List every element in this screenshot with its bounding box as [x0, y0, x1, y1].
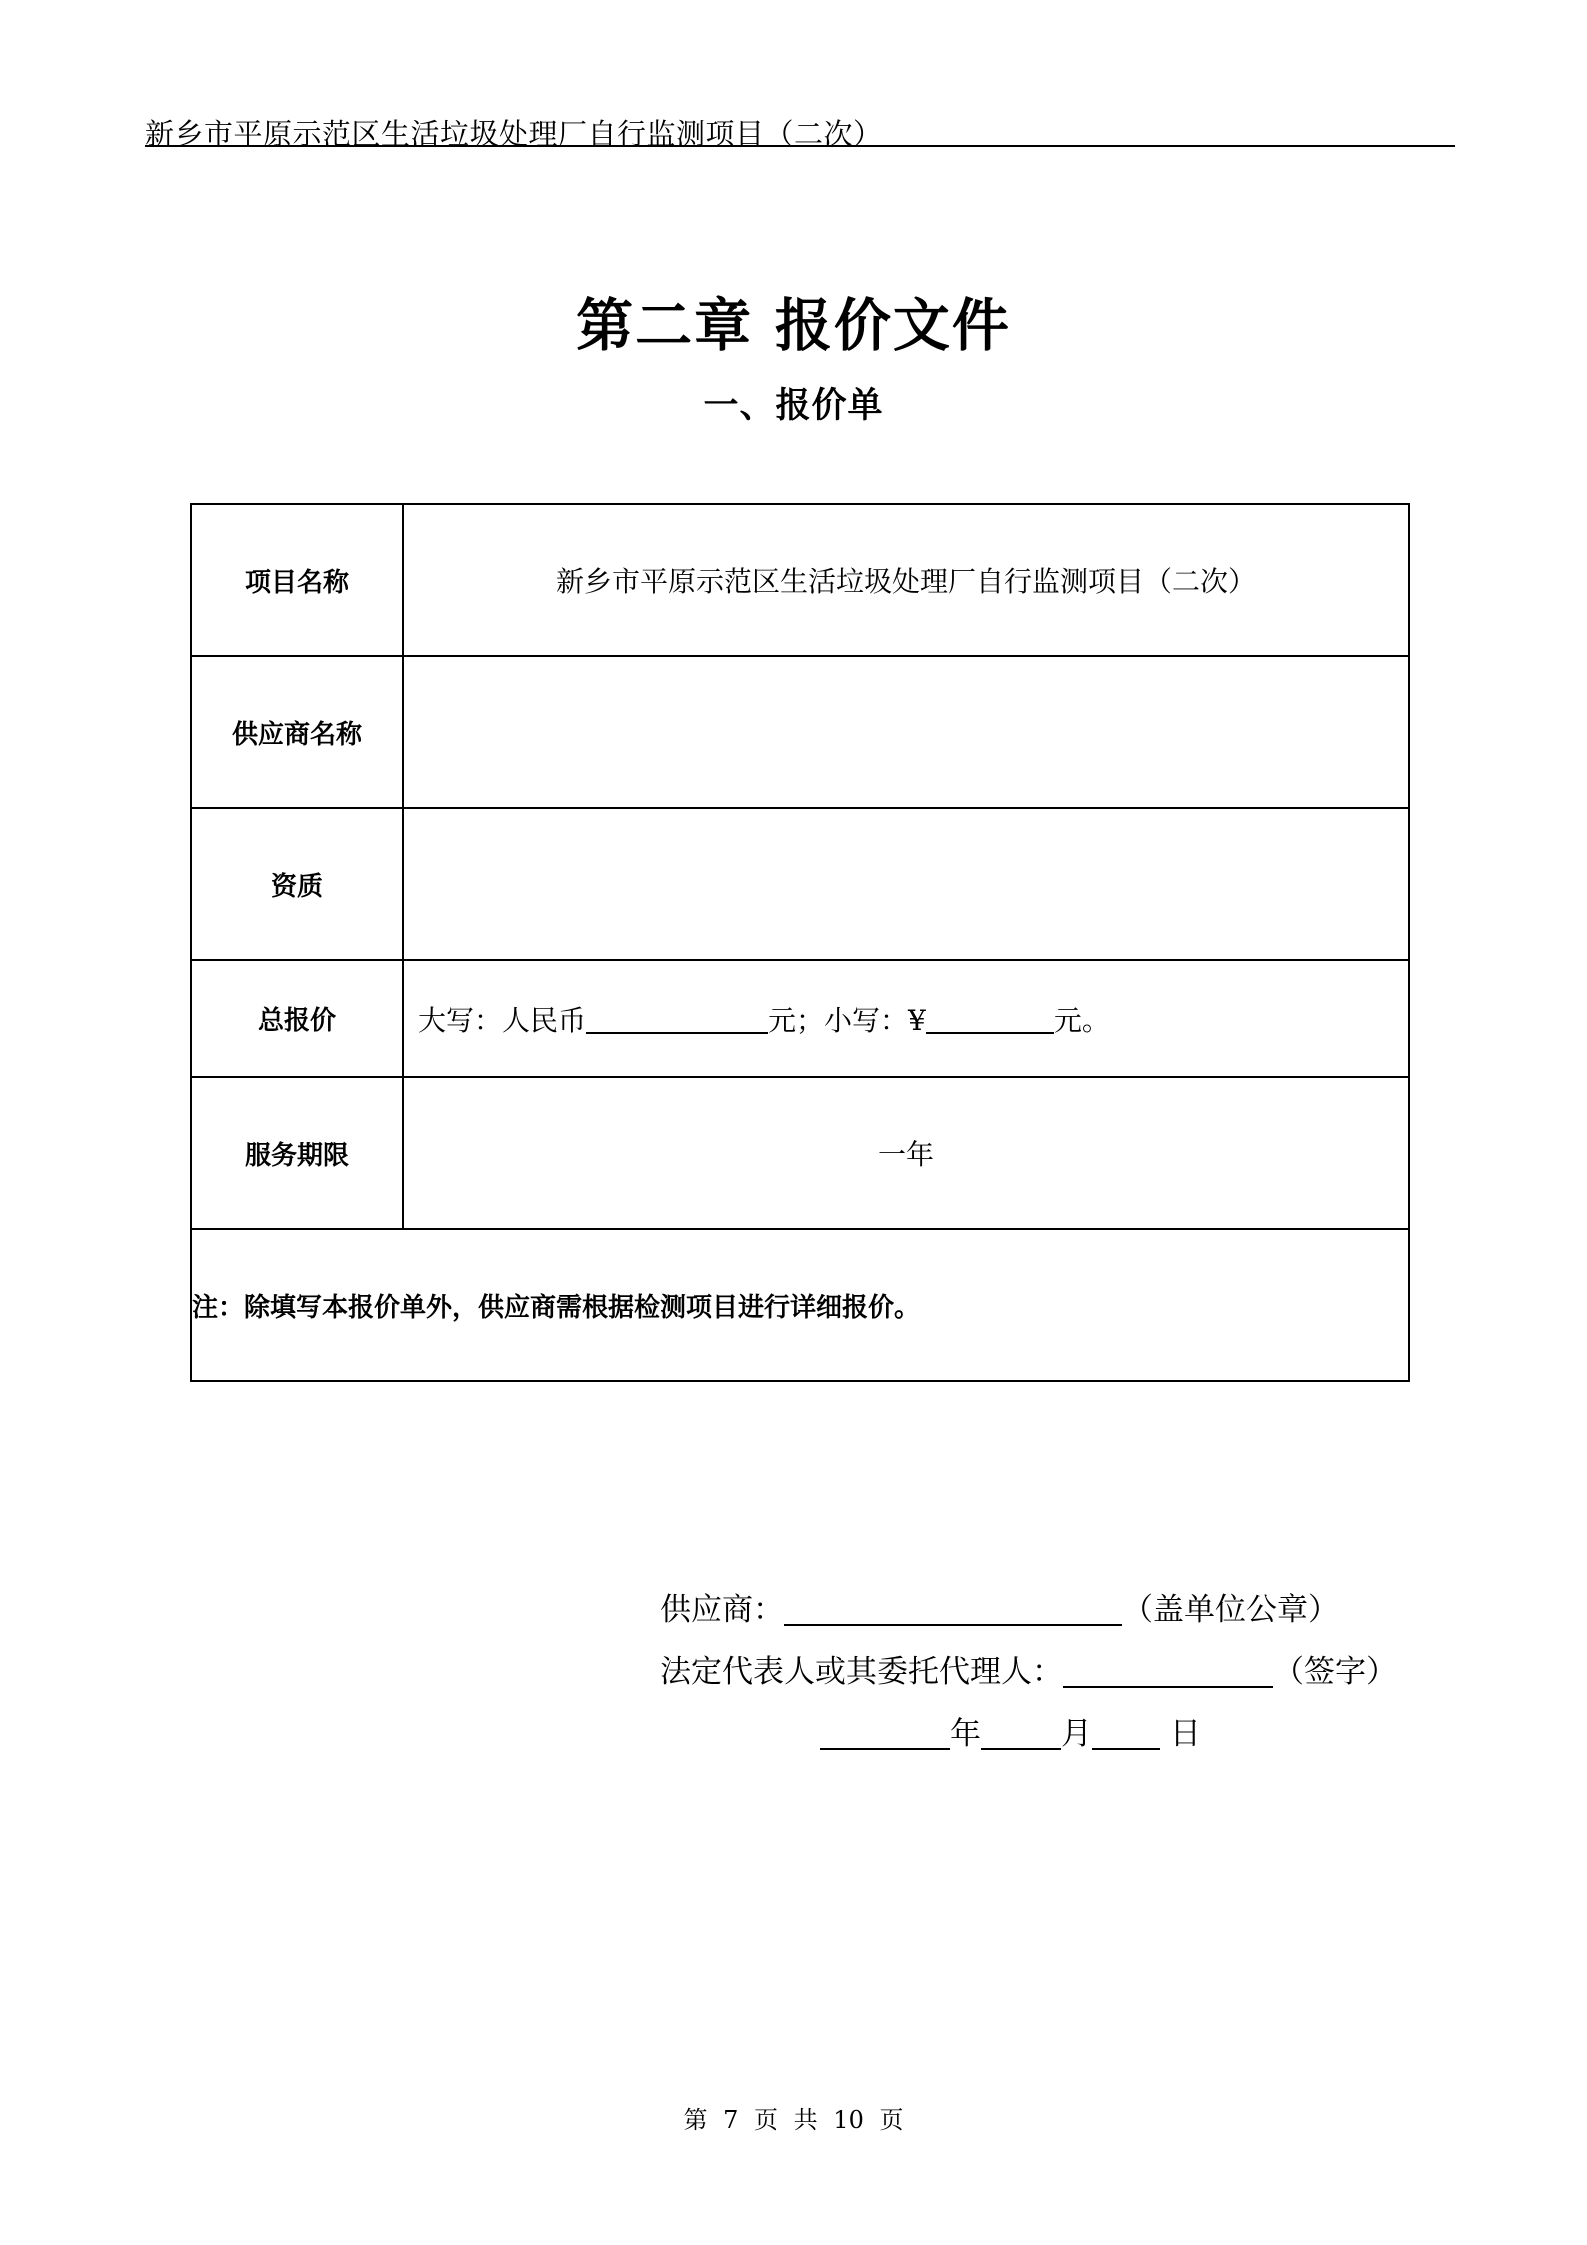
year-blank[interactable]: [820, 1718, 950, 1750]
supplier-sign-blank[interactable]: [784, 1594, 1122, 1626]
note-text: 注：除填写本报价单外，供应商需根据检测项目进行详细报价。: [191, 1229, 1409, 1381]
representative-signature-line: [660, 1646, 1397, 1691]
supplier-name-field[interactable]: [403, 656, 1409, 808]
table-row-project-name: [191, 504, 1409, 656]
day-label: 日: [1169, 1716, 1201, 1752]
document-header: 新乡市平原示范区生活垃圾处理厂自行监测项目（二次）: [145, 117, 883, 151]
quotation-table: [190, 503, 1410, 1382]
table-row-service-period: [191, 1077, 1409, 1229]
uppercase-amount-label: 大写：人民币: [418, 1003, 587, 1037]
service-period-label: 服务期限: [191, 1077, 403, 1229]
representative-label: 法定代表人或其委托代理人：: [660, 1654, 1063, 1690]
lowercase-amount-blank[interactable]: [926, 1004, 1054, 1034]
project-name-value: 新乡市平原示范区生活垃圾处理厂自行监测项目（二次）: [403, 504, 1409, 656]
service-period-value: 一年: [403, 1077, 1409, 1229]
representative-blank[interactable]: [1063, 1656, 1273, 1688]
qualification-field[interactable]: [403, 808, 1409, 960]
month-blank[interactable]: [981, 1718, 1061, 1750]
section-title: 一、报价单: [703, 386, 884, 426]
supplier-sign-suffix: （盖单位公章）: [1122, 1592, 1339, 1628]
supplier-signature-line: [660, 1584, 1339, 1629]
currency-symbol: ¥: [908, 1003, 926, 1037]
page-number: 第 7 页 共 10 页: [683, 2106, 904, 2134]
month-label: 月: [1061, 1716, 1092, 1752]
year-label: 年: [950, 1716, 981, 1752]
table-row-total-price: [191, 960, 1409, 1077]
project-name-label: 项目名称: [191, 504, 403, 656]
total-price-label: 总报价: [191, 960, 403, 1077]
table-row-qualification: [191, 808, 1409, 960]
yuan-end-label: 元。: [1053, 1003, 1110, 1037]
uppercase-amount-blank[interactable]: [586, 1004, 768, 1034]
qualification-label: 资质: [191, 808, 403, 960]
supplier-name-label: 供应商名称: [191, 656, 403, 808]
chapter-title: 第二章 报价文件: [576, 293, 1011, 359]
table-row-supplier-name: [191, 656, 1409, 808]
date-line: [820, 1708, 1201, 1753]
supplier-sign-label: 供应商：: [660, 1592, 784, 1628]
header-divider: [145, 145, 1455, 147]
day-blank[interactable]: [1092, 1718, 1160, 1750]
representative-suffix: （签字）: [1273, 1654, 1397, 1690]
yuan-lowercase-label: 元；小写：: [768, 1003, 909, 1037]
total-price-value: [403, 960, 1409, 1077]
table-row-note: [191, 1229, 1409, 1381]
